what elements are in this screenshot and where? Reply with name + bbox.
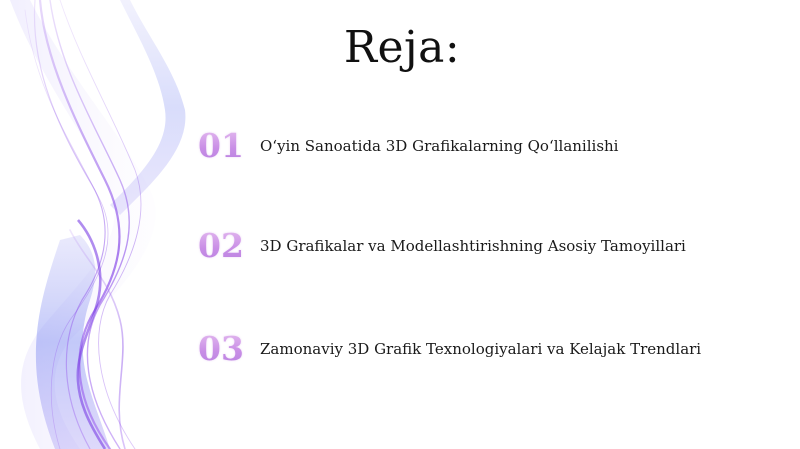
slide-title: Reja: xyxy=(343,22,461,73)
agenda-item-1 xyxy=(198,126,618,166)
agenda-item-text: O‘yin Sanoatida 3D Grafikalarning Qo‘llanilishi xyxy=(260,137,619,155)
agenda-item-number: 01 xyxy=(198,126,258,166)
agenda-item-3 xyxy=(198,329,701,369)
agenda-item-number: 03 xyxy=(198,329,258,369)
agenda-item-text: Zamonaviy 3D Grafik Texnologiyalari va Kelajak Trendlari xyxy=(260,340,702,358)
agenda-item-text: 3D Grafikalar va Modellashtirishning Asosiy Tamoyillari xyxy=(260,237,686,255)
agenda-item-2 xyxy=(198,226,686,266)
agenda-item-number: 02 xyxy=(198,226,258,266)
